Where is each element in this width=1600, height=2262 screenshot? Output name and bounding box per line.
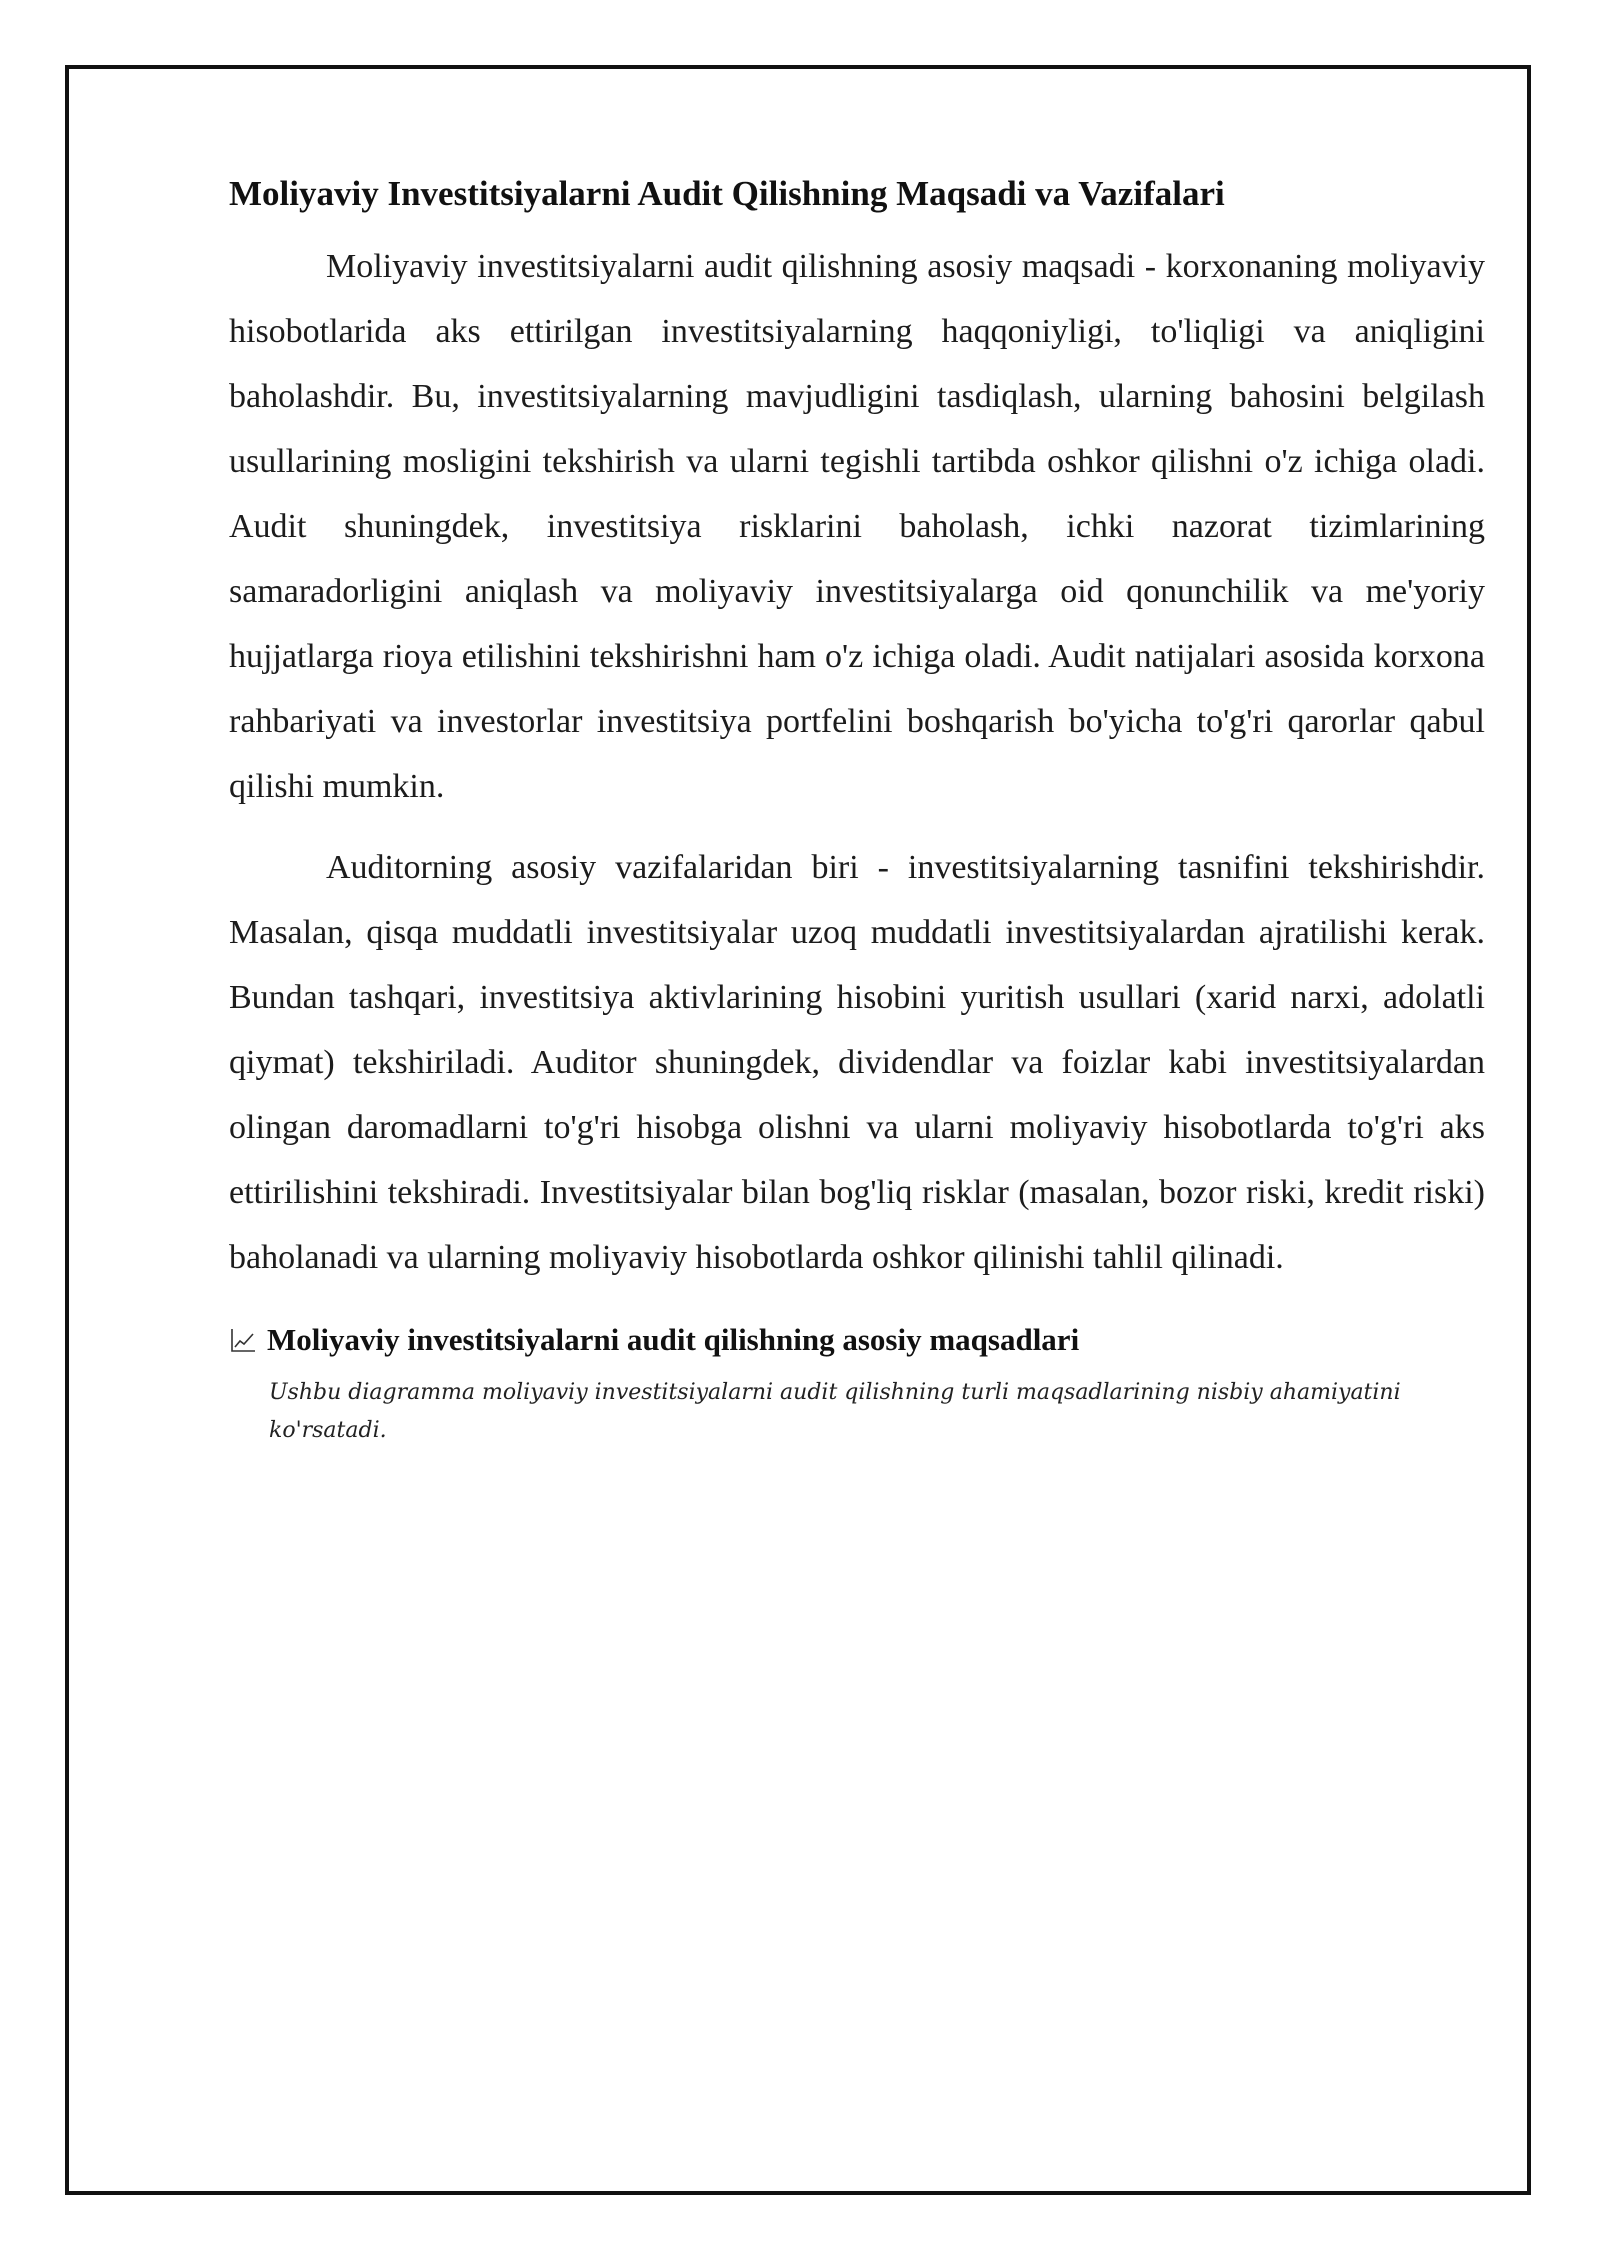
- figure-block: [229, 1320, 1485, 1450]
- paragraph-tasks: Auditorning asosiy vazifalaridan biri - investitsiyalarning tasnifini tekshirishdir. Masalan, qisqa muddatli investitsiyalar uzoq muddatli investitsiyalardan ajratilishi kerak. Bundan tashqari, investitsiya aktivlarining hisobini yuritish usullari (xarid narxi, adolatli qiymat) tekshiriladi. Auditor shuningdek, dividendlar va foizlar kabi investitsiyalardan olingan daromadlarni to'g'ri hisobga olishni va ularni moliyaviy hisobotlarda to'g'ri aks ettirilishini tekshiradi. Investitsiyalar bilan bog'liq risklar (masalan, bozor riski, kredit riski) baholanadi va ularning moliyaviy hisobotlarda oshkor qilinishi tahlil qilinadi.: [229, 849, 1485, 1276]
- document-body: [229, 172, 1485, 1450]
- figure-caption: Ushbu diagramma moliyaviy investitsiyalarni audit qilishning turli maqsadlarining nisbiy ahamiyatini ko'rsatadi.: [269, 1380, 1401, 1443]
- figure-title-row: [229, 1320, 1485, 1360]
- paragraph-purpose: Moliyaviy investitsiyalarni audit qilishning asosiy maqsadi - korxonaning moliyaviy hisobotlarida aks ettirilgan investitsiyalarning haqqoniyligi, to'liqligi va aniqligini baholashdir. Bu, investitsiyalarning mavjudligini tasdiqlash, ularning bahosini belgilash usullarining mosligini tekshirish va ularni tegishli tartibda oshkor qilishni o'z ichiga oladi. Audit shuningdek, investitsiya risklarini baholash, ichki nazorat tizimlarining samaradorligini aniqlash va moliyaviy investitsiyalarga oid qonunchilik va me'yoriy hujjatlarga rioya etilishini tekshirishni ham o'z ichiga oladi. Audit natijalari asosida korxona rahbariyati va investorlar investitsiya portfelini boshqarish bo'yicha to'g'ri qarorlar qabul qilishi mumkin.: [229, 248, 1485, 805]
- chart-line-icon: [229, 1326, 257, 1354]
- figure-title: Moliyaviy investitsiyalarni audit qilishning asosiy maqsadlari: [267, 1322, 1080, 1357]
- document-title: Moliyaviy Investitsiyalarni Audit Qilishning Maqsadi va Vazifalari: [229, 174, 1225, 213]
